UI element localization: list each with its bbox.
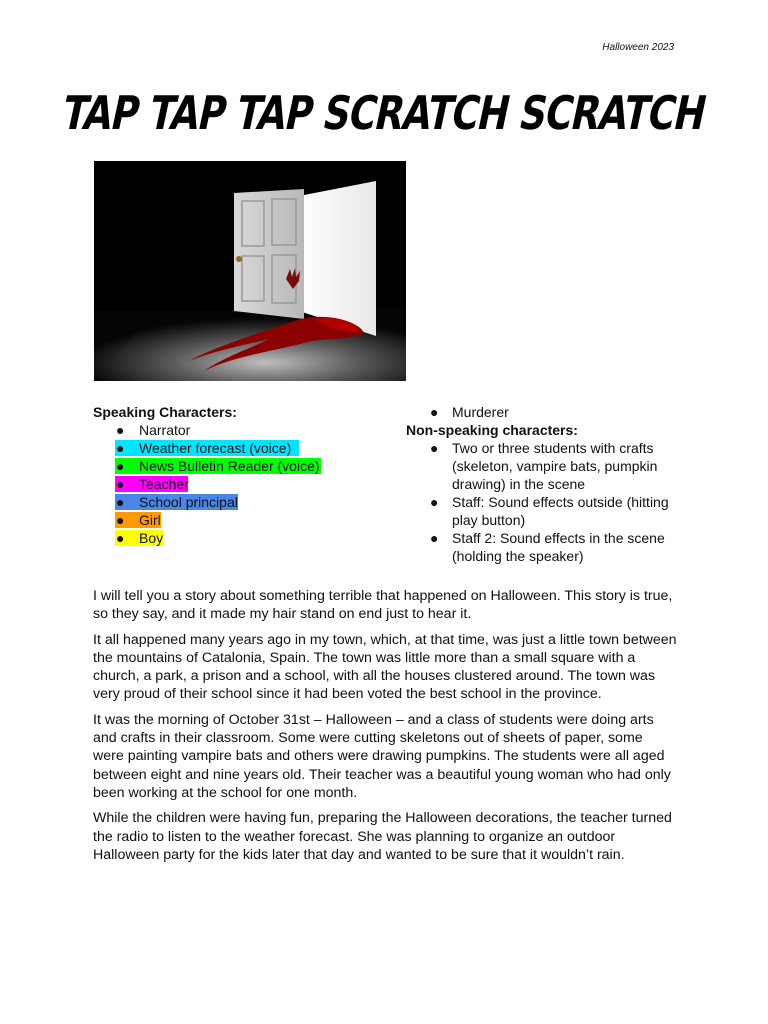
list-item: ● Weather forecast (voice) (93, 439, 393, 457)
list-item: ● Staff: Sound effects outside (hitting play button) (430, 494, 669, 528)
list-item: ● Boy (116, 530, 164, 546)
non-speaking-heading: Non-speaking characters: (406, 422, 578, 438)
story-paragraph: It was the morning of October 31st – Halloween – and a class of students were doing arts and crafts in their classroom. Some were cutting skeletons out of sheets of paper, some were painting vampire bats and others were drawing pumpkins. The students were all aged between eight and nine years old. Their teacher was a beautiful young woman who had only been working at the school for one month. (93, 711, 671, 801)
list-item: ● Narrator (116, 422, 191, 438)
story-paragraph: While the children were having fun, preparing the Halloween decorations, the teacher turned the radio to listen to the weather forecast. She was planning to organize an outdoor Halloween party for the kids later that day and wanted to be sure that it wouldn’t rain. (93, 810, 672, 863)
other-characters-column (406, 403, 686, 565)
speaking-characters-heading: Speaking Characters: (93, 404, 237, 420)
list-item: ● Murderer (430, 404, 509, 420)
speaking-characters-column (93, 403, 393, 547)
list-item: ● Two or three students with crafts (skeleton, vampire bats, pumpkin drawing) in the scene (430, 440, 658, 492)
page-title: TAP TAP TAP SCRATCH SCRATCH (57, 86, 711, 141)
story-text (93, 587, 677, 871)
list-item: ● Teacher (116, 476, 189, 492)
bloody-door-illustration (94, 161, 406, 381)
list-item: ● News Bulletin Reader (voice) (116, 458, 320, 474)
story-paragraph: I will tell you a story about something terrible that happened on Halloween. This story is true, so they say, and it made my hair stand on end just to hear it. (93, 588, 673, 623)
list-item: ● Staff 2: Sound effects in the scene (holding the speaker) (430, 530, 665, 564)
header-note: Halloween 2023 (602, 42, 674, 53)
list-item: ● Girl (116, 512, 161, 528)
story-paragraph: It all happened many years ago in my town, which, at that time, was just a little town between the mountains of Catalonia, Spain. The town was little more than a small square with a church, a park, a prison and a school, with all the houses clustered around. The town was very proud of their school since it had been voted the best school in the province. (93, 631, 677, 703)
list-item: ● School principal (116, 494, 238, 510)
